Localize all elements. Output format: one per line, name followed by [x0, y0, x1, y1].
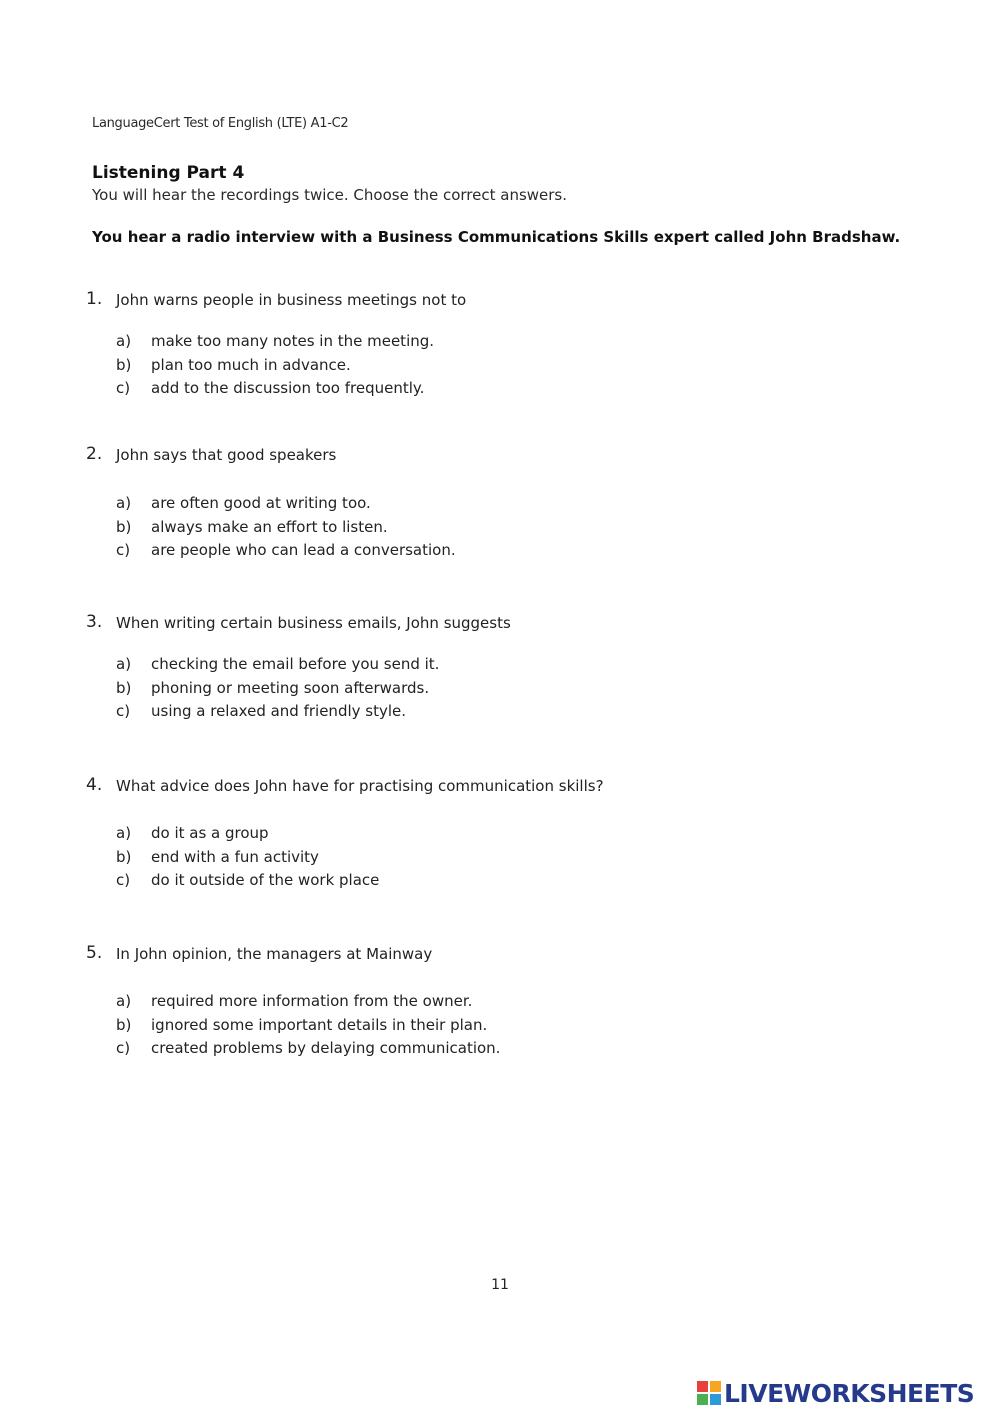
logo-text: LIVEWORKSHEETS	[724, 1378, 975, 1408]
instructions: You will hear the recordings twice. Choose the correct answers.	[92, 186, 568, 204]
option-b[interactable]: b) end with a fun activity	[116, 847, 319, 866]
option-b[interactable]: b) phoning or meeting soon afterwards.	[116, 678, 430, 697]
question-number: 2.	[86, 444, 103, 464]
option-a[interactable]: a) required more information from the owner.	[116, 992, 473, 1010]
question-stem: John says that good speakers	[116, 446, 337, 464]
option-a[interactable]: a) checking the email before you send it.	[116, 655, 440, 673]
option-c[interactable]: c) add to the discussion too frequently.	[116, 379, 425, 398]
option-b[interactable]: b) always make an effort to listen.	[116, 517, 388, 536]
option-c[interactable]: c) do it outside of the work place	[116, 871, 380, 890]
question-number: 1.	[86, 289, 103, 309]
section-title: Listening Part 4	[92, 163, 245, 183]
header-title: LanguageCert Test of English (LTE) A1-C2	[92, 116, 349, 131]
option-c[interactable]: c) are people who can lead a conversation.	[116, 541, 456, 560]
option-b[interactable]: b) ignored some important details in their plan.	[116, 1015, 488, 1034]
option-a[interactable]: a) do it as a group	[116, 824, 269, 842]
question-3	[86, 612, 966, 721]
question-stem: In John opinion, the managers at Mainway	[116, 945, 433, 963]
option-c[interactable]: c) created problems by delaying communication.	[116, 1039, 501, 1058]
liveworksheets-logo[interactable]	[697, 1378, 974, 1408]
question-4	[86, 775, 966, 890]
option-c[interactable]: c) using a relaxed and friendly style.	[116, 702, 407, 721]
question-stem: What advice does John have for practising communication skills?	[116, 777, 604, 795]
question-1	[86, 289, 966, 398]
option-a[interactable]: a) are often good at writing too.	[116, 494, 371, 512]
option-a[interactable]: a) make too many notes in the meeting.	[116, 332, 435, 350]
page-number: 11	[491, 1277, 509, 1293]
context-statement: You hear a radio interview with a Business Communications Skills expert called John Bradshaw.	[92, 228, 901, 246]
option-b[interactable]: b) plan too much in advance.	[116, 355, 351, 374]
question-number: 4.	[86, 775, 103, 795]
logo-mark-icon	[697, 1381, 721, 1405]
question-number: 3.	[86, 612, 103, 632]
question-stem: When writing certain business emails, John suggests	[116, 614, 511, 632]
question-5	[86, 943, 966, 1058]
question-2	[86, 444, 966, 560]
question-stem: John warns people in business meetings not to	[116, 291, 467, 309]
question-number: 5.	[86, 943, 103, 963]
